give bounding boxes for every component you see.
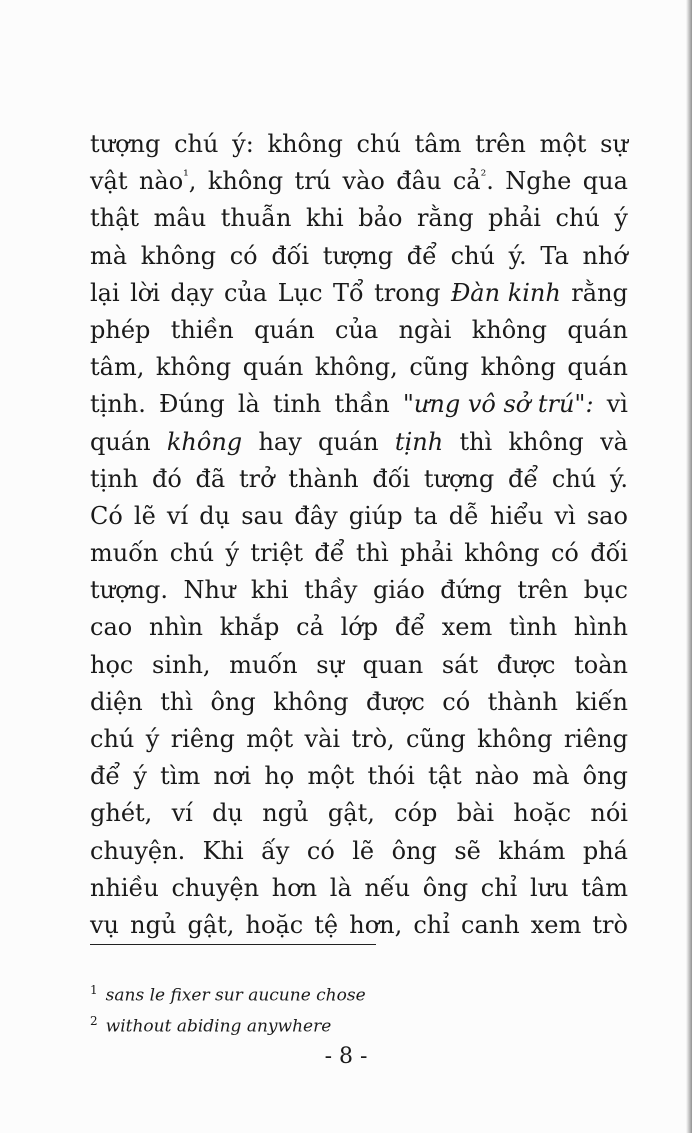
- word: trò: [592, 910, 628, 939]
- word: thần: [334, 390, 390, 419]
- word: dụ: [212, 799, 243, 828]
- text-line: [90, 498, 628, 535]
- word: ngủ: [130, 910, 177, 939]
- word: quán: [567, 353, 628, 382]
- text-line: [90, 758, 628, 795]
- word: sinh,: [152, 650, 211, 679]
- word: sự: [316, 650, 344, 679]
- word: không: [140, 241, 217, 270]
- word: không: [471, 315, 548, 344]
- text-line: [90, 870, 628, 907]
- word: tịnh.: [90, 390, 146, 419]
- word: riêng: [563, 725, 628, 753]
- word: ta: [413, 501, 438, 530]
- footnote-text: sans le fixer sur aucune chose: [105, 985, 366, 1006]
- word: dễ: [448, 501, 479, 530]
- word: tâm,: [90, 353, 145, 382]
- text-line: [90, 907, 628, 944]
- word: có: [229, 241, 258, 270]
- word: thầy: [304, 576, 358, 605]
- text-line: [90, 795, 628, 832]
- word: cả: [296, 613, 324, 642]
- word: tật: [428, 762, 462, 791]
- word: cao: [90, 613, 133, 642]
- word: nào: [474, 762, 520, 791]
- word: không,: [314, 353, 398, 382]
- text-line: [90, 572, 628, 609]
- word-with-footnote-ref: [453, 163, 494, 200]
- word: Nghe: [505, 167, 572, 196]
- word: trên: [475, 130, 526, 158]
- word: hoặc: [245, 910, 304, 939]
- word: phải: [488, 204, 541, 233]
- word: chú: [169, 539, 215, 568]
- word: thì: [355, 539, 389, 568]
- word: trò,: [351, 725, 395, 753]
- word: học: [90, 650, 134, 679]
- word: bục: [583, 576, 628, 605]
- text-line: [90, 312, 628, 349]
- word: bảo: [358, 204, 403, 233]
- word: vì: [554, 501, 576, 530]
- word: chỉ: [480, 873, 518, 902]
- word: cóp: [394, 799, 438, 828]
- word: thói: [367, 762, 415, 791]
- word: nhớ: [582, 241, 628, 270]
- word: không: [155, 353, 232, 382]
- word: quán: [90, 427, 151, 456]
- word: đâu: [396, 167, 442, 196]
- word: gật,: [327, 799, 375, 828]
- word: hình: [573, 613, 628, 642]
- word: chuyện.: [90, 836, 186, 865]
- word: muốn: [229, 650, 298, 679]
- word: diện: [90, 687, 143, 716]
- text-line: [90, 535, 628, 572]
- text-line: [90, 386, 628, 423]
- word: là: [329, 873, 352, 902]
- word: ngài: [398, 315, 452, 344]
- word: chỉ: [413, 910, 450, 939]
- word: và: [600, 427, 628, 456]
- word: được: [366, 687, 425, 716]
- word: ông: [422, 873, 469, 902]
- word: Lục: [277, 278, 323, 307]
- text-line: [90, 647, 628, 684]
- footnote-marker: 1: [90, 983, 98, 997]
- text-line: [90, 721, 628, 758]
- word: được: [496, 650, 556, 679]
- word: lời: [130, 278, 160, 307]
- word: phá: [582, 836, 628, 865]
- footnote-marker: 2: [90, 1014, 98, 1028]
- word: mà: [90, 241, 128, 270]
- word: để: [90, 762, 121, 791]
- word: nào: [138, 167, 184, 196]
- word: khám: [498, 836, 566, 865]
- word: dụ: [199, 501, 231, 530]
- text-line: [90, 200, 628, 237]
- word: chú: [450, 241, 495, 270]
- word: tâm: [414, 130, 462, 158]
- quoted-phrase-italic: "ưng vô sở trú":: [402, 390, 594, 419]
- word: có: [442, 687, 471, 716]
- word: ông: [210, 687, 256, 716]
- word: tìm: [160, 762, 201, 791]
- word: một: [246, 725, 294, 753]
- word: trú: [294, 167, 332, 196]
- word: thì: [160, 687, 193, 716]
- word: lẽ: [352, 836, 375, 865]
- word: giáo: [372, 576, 425, 605]
- word: sao: [586, 501, 628, 530]
- word: ý: [133, 762, 147, 791]
- word: quán: [567, 315, 628, 344]
- word: không: [477, 725, 553, 753]
- word: mà: [532, 762, 570, 791]
- word: ông: [582, 762, 628, 791]
- word: hơn,: [349, 910, 403, 939]
- word: khi: [306, 204, 344, 233]
- word: hay: [258, 427, 302, 456]
- word: mâu: [153, 204, 207, 233]
- footnote-separator: [90, 944, 376, 945]
- text-line: [90, 275, 628, 312]
- word: hơn: [271, 873, 318, 902]
- word: ấy: [261, 836, 290, 865]
- word: một: [307, 762, 355, 791]
- word-with-footnote-ref: [139, 163, 196, 200]
- punctuation: ,: [188, 167, 197, 196]
- word: triệt: [250, 539, 304, 568]
- page-number: - 8 -: [324, 1044, 368, 1069]
- word: rằng: [416, 204, 474, 233]
- word: hiểu: [490, 501, 544, 530]
- footnote-ref: ¹: [183, 168, 189, 185]
- word: tịnh: [90, 464, 139, 493]
- word: thiền: [170, 315, 234, 344]
- word: khắp: [219, 613, 280, 642]
- word: toàn: [574, 650, 628, 679]
- word: cả: [452, 167, 481, 196]
- word: tượng: [90, 130, 161, 158]
- word: tinh: [273, 390, 322, 419]
- word: nhìn: [148, 613, 203, 642]
- word: đây: [294, 501, 338, 530]
- word: nhiều: [90, 873, 159, 902]
- word: sự: [600, 130, 628, 158]
- word: đối: [590, 539, 628, 568]
- word: chú: [174, 130, 219, 158]
- word: của: [335, 315, 379, 344]
- word: lớp: [340, 613, 379, 642]
- word: ý.: [508, 241, 527, 270]
- word: tình: [508, 613, 558, 642]
- word: tượng: [322, 241, 394, 270]
- word: vì: [606, 390, 628, 419]
- word: sau: [241, 501, 284, 530]
- word: Có: [90, 501, 123, 530]
- word: Như: [183, 576, 236, 605]
- word: nếu: [364, 873, 411, 902]
- word: ngủ: [262, 799, 309, 828]
- word: kiến: [575, 687, 628, 716]
- word: không: [480, 353, 556, 382]
- footnote-1: [90, 975, 610, 1006]
- word: lưu: [530, 873, 569, 902]
- footnotes: [90, 975, 610, 1037]
- word: ý.: [609, 464, 628, 493]
- body-text: [90, 126, 628, 944]
- word: phép: [90, 315, 151, 344]
- word: sát: [441, 650, 479, 679]
- word: ông: [391, 836, 437, 865]
- word: thành: [487, 687, 558, 716]
- footnote-ref: ²: [480, 168, 487, 185]
- word: đó: [151, 464, 182, 493]
- word: không: [464, 539, 540, 568]
- text-line: [90, 684, 628, 721]
- word: ý: [614, 204, 628, 233]
- word: xem: [441, 613, 493, 642]
- word: riêng: [170, 725, 235, 753]
- footnote-2: [90, 1006, 610, 1037]
- word: chuyện: [171, 873, 260, 902]
- word: thuẫn: [220, 204, 292, 233]
- word: có: [306, 836, 335, 865]
- word: tượng: [423, 464, 495, 493]
- word: trong: [374, 278, 441, 307]
- word: Tổ: [332, 278, 364, 307]
- word: ý: [145, 725, 160, 753]
- word: đối: [271, 241, 310, 270]
- word: Ta: [540, 241, 569, 270]
- word: không: [207, 167, 284, 196]
- text-line: [90, 461, 628, 498]
- word: giúp: [348, 501, 403, 530]
- footnote-text: without abiding anywhere: [105, 1016, 332, 1037]
- word: vật: [90, 167, 128, 196]
- word: không: [273, 687, 349, 716]
- word: qua: [582, 167, 628, 196]
- word: một: [539, 130, 587, 158]
- word: tâm: [581, 873, 628, 902]
- text-line: [90, 163, 628, 200]
- word: xem: [530, 910, 582, 939]
- word: quán: [318, 427, 379, 456]
- word: lẽ: [133, 501, 156, 530]
- text-line: [90, 238, 628, 275]
- word: đối: [372, 464, 411, 493]
- word: tượng.: [90, 576, 168, 605]
- word: vào: [342, 167, 385, 196]
- word: thành: [288, 464, 359, 493]
- word: quán: [242, 353, 304, 382]
- word: rằng: [571, 278, 628, 307]
- word: ví: [166, 501, 189, 530]
- word: trở: [238, 464, 275, 493]
- word: vụ: [90, 910, 120, 939]
- word: dạy: [170, 278, 214, 307]
- word: đã: [195, 464, 226, 493]
- text-line: [90, 833, 628, 870]
- word: chú: [551, 464, 597, 493]
- word: để: [406, 241, 437, 270]
- word: không: [267, 130, 343, 158]
- word: ghét,: [90, 799, 153, 828]
- word: trên: [517, 576, 569, 605]
- word: muốn: [90, 539, 159, 568]
- word: của: [224, 278, 268, 307]
- word: khi: [250, 576, 289, 605]
- word: có: [550, 539, 579, 568]
- word: đứng: [440, 576, 502, 605]
- punctuation: .: [486, 167, 494, 196]
- word: sẽ: [454, 836, 481, 865]
- text-line: [90, 424, 628, 461]
- word: tệ: [314, 910, 339, 939]
- word: thì: [459, 427, 493, 456]
- word: ý: [225, 539, 240, 568]
- word: là: [237, 390, 260, 419]
- word: lại: [90, 278, 120, 307]
- word: để: [507, 464, 539, 493]
- text-line: [90, 349, 628, 386]
- text-line: [90, 126, 628, 163]
- page-edge-shadow: [686, 0, 692, 1133]
- word: canh: [461, 910, 520, 939]
- word: Khi: [202, 836, 244, 865]
- word: nơi: [213, 762, 252, 791]
- word: phải: [400, 539, 453, 568]
- word: không: [508, 427, 584, 456]
- word: cũng: [406, 725, 466, 753]
- emphasis-italic: tịnh: [394, 427, 444, 456]
- word: gật,: [187, 910, 235, 939]
- word: quan: [362, 650, 424, 679]
- word: họ: [264, 762, 295, 791]
- word: chú: [356, 130, 401, 158]
- word: để: [314, 539, 345, 568]
- word: ý:: [232, 130, 254, 158]
- word: hoặc: [513, 799, 572, 828]
- word: thật: [90, 204, 140, 233]
- word: chú: [90, 725, 135, 753]
- text-line: [90, 609, 628, 646]
- word: cũng: [409, 353, 470, 382]
- word: quán: [254, 315, 315, 344]
- word: ví: [171, 799, 193, 828]
- word: vài: [304, 725, 341, 753]
- emphasis-italic: không: [166, 427, 243, 456]
- word: Đúng: [159, 390, 225, 419]
- book-title-italic: Đàn kinh: [450, 278, 561, 307]
- word: chú: [555, 204, 600, 233]
- word: bài: [456, 799, 495, 828]
- word: nói: [590, 799, 628, 828]
- word: để: [394, 613, 425, 642]
